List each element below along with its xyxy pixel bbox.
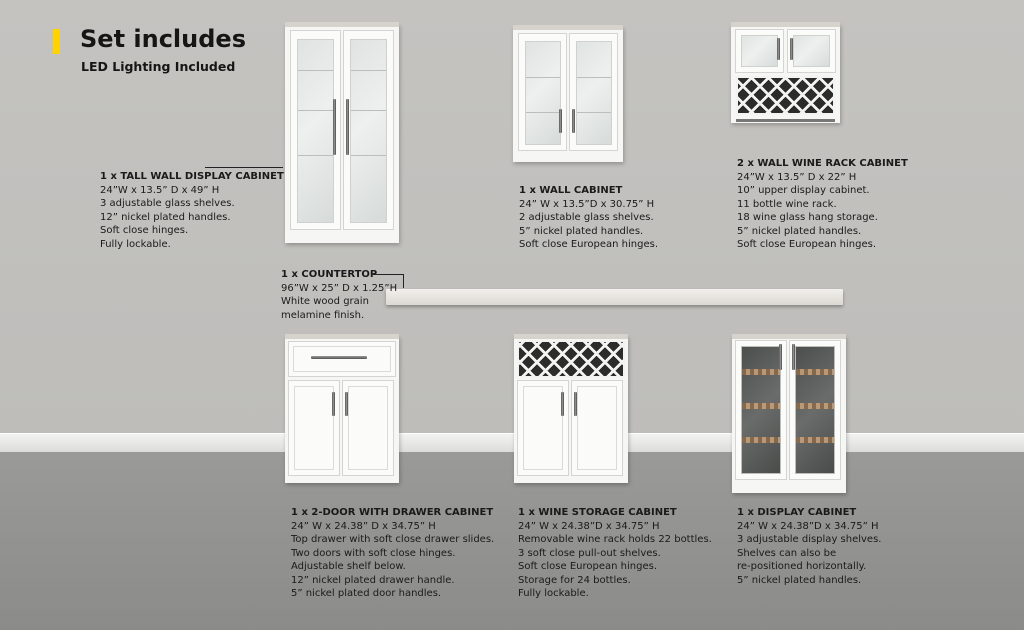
countertop-desc: 1 x COUNTERTOP 96”W x 25” D x 1.25”H White wood grain melamine finish.	[281, 269, 398, 321]
two-door-drawer-cabinet-image	[285, 336, 399, 483]
two-door-drawer-cabinet-desc: 1 x 2-DOOR WITH DRAWER CABINET 24” W x 24.38” D x 34.75” H Top drawer with soft close drawer slides. Two doors with soft close hinges. Adjustable shelf below. 12” nickel plated drawer handle. 5” nickel plated door handles.	[291, 507, 495, 599]
tall-wall-display-cabinet-desc: 1 x TALL WALL DISPLAY CABINET 24”W x 13.5” D x 49” H 3 adjustable glass shelves. 12” nickel plated handles. Soft close hinges. Fully lockable.	[100, 171, 284, 250]
accent-bar	[53, 29, 60, 54]
wine-storage-cabinet-image	[514, 336, 628, 483]
tall-wall-display-cabinet-image	[285, 24, 399, 243]
wine-storage-cabinet-desc: 1 x WINE STORAGE CABINET 24” W x 24.38”D x 34.75” H Removable wine rack holds 22 bottles. 3 soft close pull-out shelves. Soft close European hinges. Storage for 24 bottles. Fully lockable.	[518, 507, 712, 599]
display-cabinet-desc: 1 x DISPLAY CABINET 24” W x 24.38”D x 34.75” H 3 adjustable display shelves. Shelves can also be re-positioned horizontally. 5” nickel plated handles.	[737, 507, 882, 586]
countertop-image	[386, 289, 843, 305]
display-cabinet-image	[732, 336, 846, 493]
wall-cabinet-desc: 1 x WALL CABINET 24” W x 13.5”D x 30.75” H 2 adjustable glass shelves. 5” nickel plated handles. Soft close European hinges.	[519, 185, 658, 250]
wall-cabinet-image	[513, 27, 623, 162]
baseboard	[0, 433, 1024, 452]
page-subtitle: LED Lighting Included	[81, 59, 236, 74]
page-title: Set includes	[80, 25, 246, 53]
wall-wine-rack-cabinet-image	[731, 24, 840, 123]
wall-wine-rack-cabinet-desc: 2 x WALL WINE RACK CABINET 24”W x 13.5” D x 22” H 10” upper display cabinet. 11 bottle wine rack. 18 wine glass hang storage. 5” nickel plated handles. Soft close European hinges.	[737, 158, 908, 250]
